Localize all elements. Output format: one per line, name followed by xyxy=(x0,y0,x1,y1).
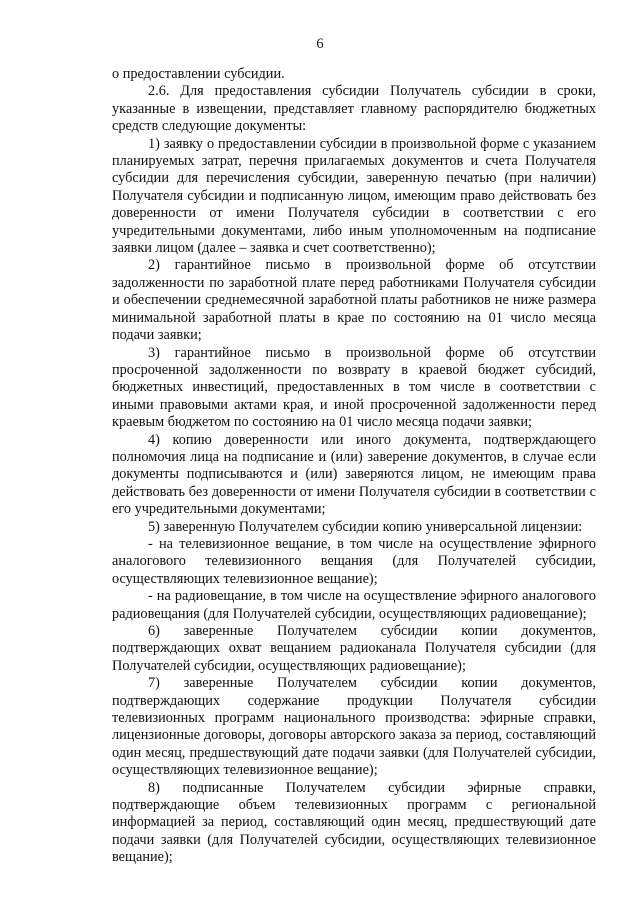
paragraph: 2) гарантийное письмо в произвольной форме об отсутствии задолженности по заработной плате перед работниками Получателя субсидии и обеспечении среднемесячной заработной платы работников не ниже размера минимальной заработной платы в крае по состоянию на 01 число месяца подачи заявки; xyxy=(112,257,596,344)
paragraph: - на телевизионное вещание, в том числе на осуществление эфирного аналогового телевизионного вещания (для Получателей субсидии, осуществляющих телевизионное вещание); xyxy=(112,535,596,587)
page-number: 6 xyxy=(316,36,324,52)
paragraph: 3) гарантийное письмо в произвольной форме об отсутствии просроченной задолженности по возврату в краевой бюджет субсидий, бюджетных инвестиций, предоставленных в том числе в соответствии с иными правовыми актами края, и иной просроченной задолженности перед краевым бюджетом по состоянию на 01 число месяца подачи заявки; xyxy=(112,344,596,431)
paragraph: 5) заверенную Получателем субсидии копию универсальной лицензии: xyxy=(148,518,583,535)
paragraph: 7) заверенные Получателем субсидии копии документов, подтверждающих содержание продукции Получателя субсидии телевизионных программ национального производства: эфирные справки, лицензионные договоры, договоры авторского заказа за период, составляющий один месяц, предшествующий дате подачи заявки (для Получателей субсидии, осуществляющих телевизионное вещание); xyxy=(112,675,596,779)
paragraph-continuation: о предоставлении субсидии. xyxy=(112,66,285,82)
paragraph: 6) заверенные Получателем субсидии копии документов, подтверждающих охват вещанием радиоканала Получателя субсидии (для Получателей субсидии, осуществляющих радиовещание); xyxy=(112,623,596,674)
paragraph: - на радиовещание, в том числе на осуществление эфирного аналогового радиовещания (для Получателей субсидии, осуществляющих радиовещание); xyxy=(112,588,596,622)
body-text xyxy=(112,66,596,867)
paragraph: 4) копию доверенности или иного документа, подтверждающего полномочия лица на подписание и (или) заверение документов, в случае если документы подписываются и (или) заверяются лицом, не имеющим права действовать без доверенности от имени Получателя субсидии в соответствии с его учредительными документами; xyxy=(112,431,596,518)
paragraph: 1) заявку о предоставлении субсидии в произвольной форме с указанием планируемых затрат, перечня прилагаемых документов и счета Получателя субсидии для перечисления субсидии, заверенную печатью (при наличии) Получателя субсидии и подписанную лицом, имеющим право действовать без доверенности от имени Получателя субсидии в соответствии с его учредительными документами, либо иным уполномоченным на подписание заявки лицом (далее – заявка и счет соответственно); xyxy=(112,135,596,257)
paragraph: 8) подписанные Получателем субсидии эфирные справки, подтверждающие объем телевизионных программ с региональной информацией за период, составляющий один месяц, предшествующий дате подачи заявки (для Получателей субсидии, осуществляющих телевизионное вещание); xyxy=(112,779,596,866)
paragraph: 2.6. Для предоставления субсидии Получатель субсидии в сроки, указанные в извещении, представляет главному распорядителю бюджетных средств следующие документы: xyxy=(112,83,596,135)
